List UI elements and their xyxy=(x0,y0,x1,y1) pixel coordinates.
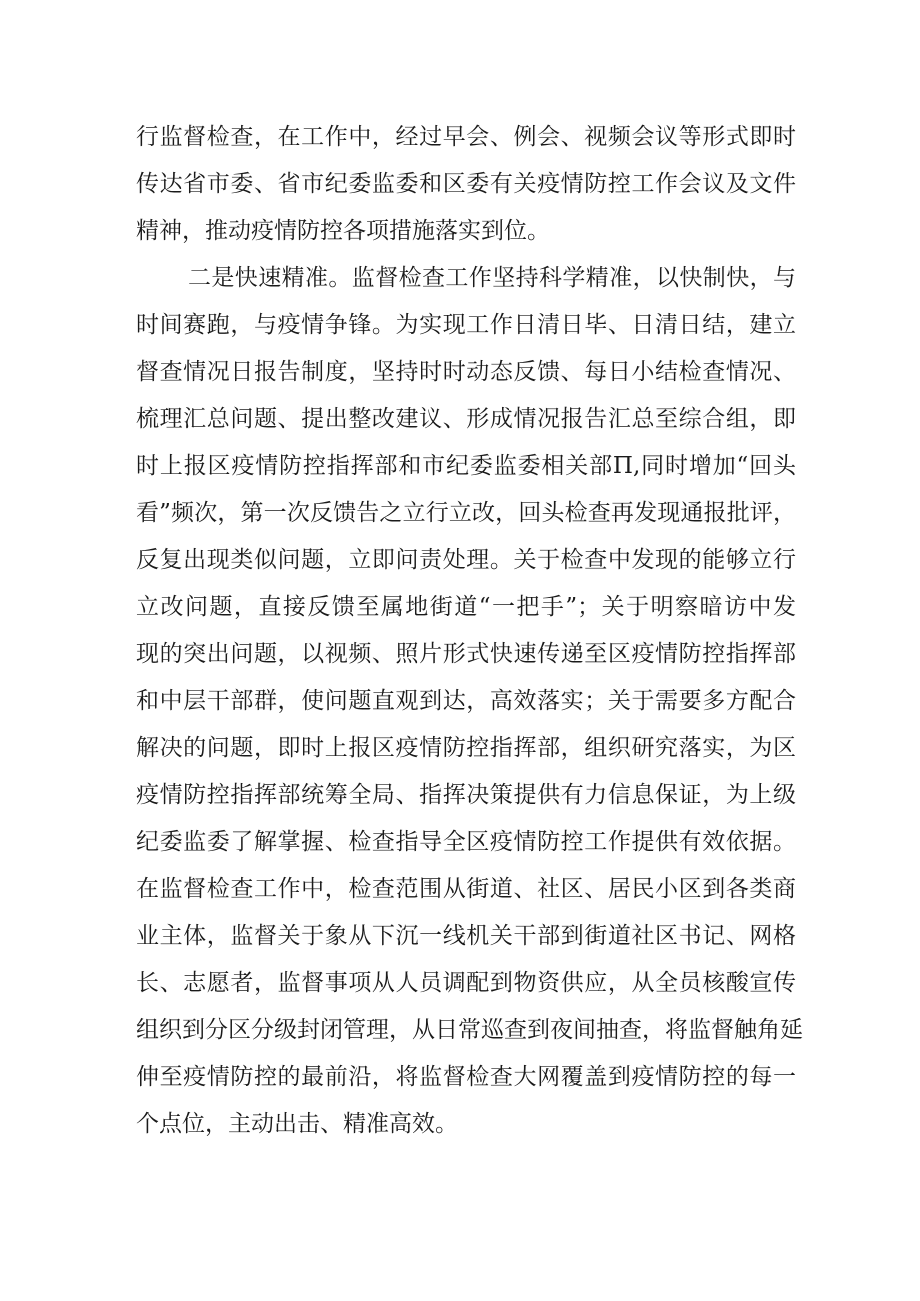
text-line: 伸至疫情防控的最前沿，将监督检查大网覆盖到疫情防控的每一 xyxy=(136,1064,796,1090)
text-line: 时间赛跑，与疫情争锋。为实现工作日清日毕、日清日结，建立 xyxy=(136,312,796,338)
text-line: 二是快速精准。监督检查工作坚持科学精准，以快制快，与 xyxy=(188,265,796,291)
text-line: 梳理汇总问题、提出整改建议、形成情况报告汇总至综合组，即 xyxy=(136,406,796,432)
text-line: 业主体，监督关于象从下沉一线机关干部到街道社区书记、网格 xyxy=(136,923,796,949)
text-line: 和中层干部群，使问题直观到达，高效落实；关于需要多方配合 xyxy=(136,688,796,714)
text-line: 传达省市委、省市纪委监委和区委有关疫情防控工作会议及文件 xyxy=(136,171,796,197)
text-line: 解决的问题，即时上报区疫情防控指挥部，组织研究落实，为区 xyxy=(136,735,796,761)
text-line: 行监督检查，在工作中，经过早会、例会、视频会议等形式即时 xyxy=(136,124,796,150)
text-line: 立改问题，直接反馈至属地街道“一把手”；关于明察暗访中发 xyxy=(136,594,796,620)
document-body xyxy=(136,114,803,1148)
text-line: 疫情防控指挥部统筹全局、指挥决策提供有力信息保证，为上级 xyxy=(136,782,796,808)
text-line: 反复出现类似问题，立即问责处理。关于检查中发现的能够立行 xyxy=(136,547,796,573)
text-line: 看”频次，第一次反馈告之立行立改，回头检查再发现通报批评， xyxy=(136,500,796,526)
text-line: 纪委监委了解掌握、检查指导全区疫情防控工作提供有效依据。 xyxy=(136,829,796,855)
text-line: 现的突出问题，以视频、照片形式快速传递至区疫情防控指挥部 xyxy=(136,641,796,667)
text-line: 组织到分区分级封闭管理，从日常巡查到夜间抽查，将监督触角延 xyxy=(136,1017,803,1043)
text-line: 时上报区疫情防控指挥部和市纪委监委相关部Π,同时增加“回头 xyxy=(136,453,796,479)
text-line: 长、志愿者，监督事项从人员调配到物资供应，从全员核酸宣传 xyxy=(136,970,796,996)
text-line: 个点位，主动出击、精准高效。 xyxy=(136,1111,458,1137)
text-line: 在监督检查工作中，检查范围从街道、社区、居民小区到各类商 xyxy=(136,876,796,902)
text-line: 督查情况日报告制度，坚持时时动态反馈、每日小结检查情况、 xyxy=(136,359,796,385)
text-line: 精神，推动疫情防控各项措施落实到位。 xyxy=(136,218,550,244)
